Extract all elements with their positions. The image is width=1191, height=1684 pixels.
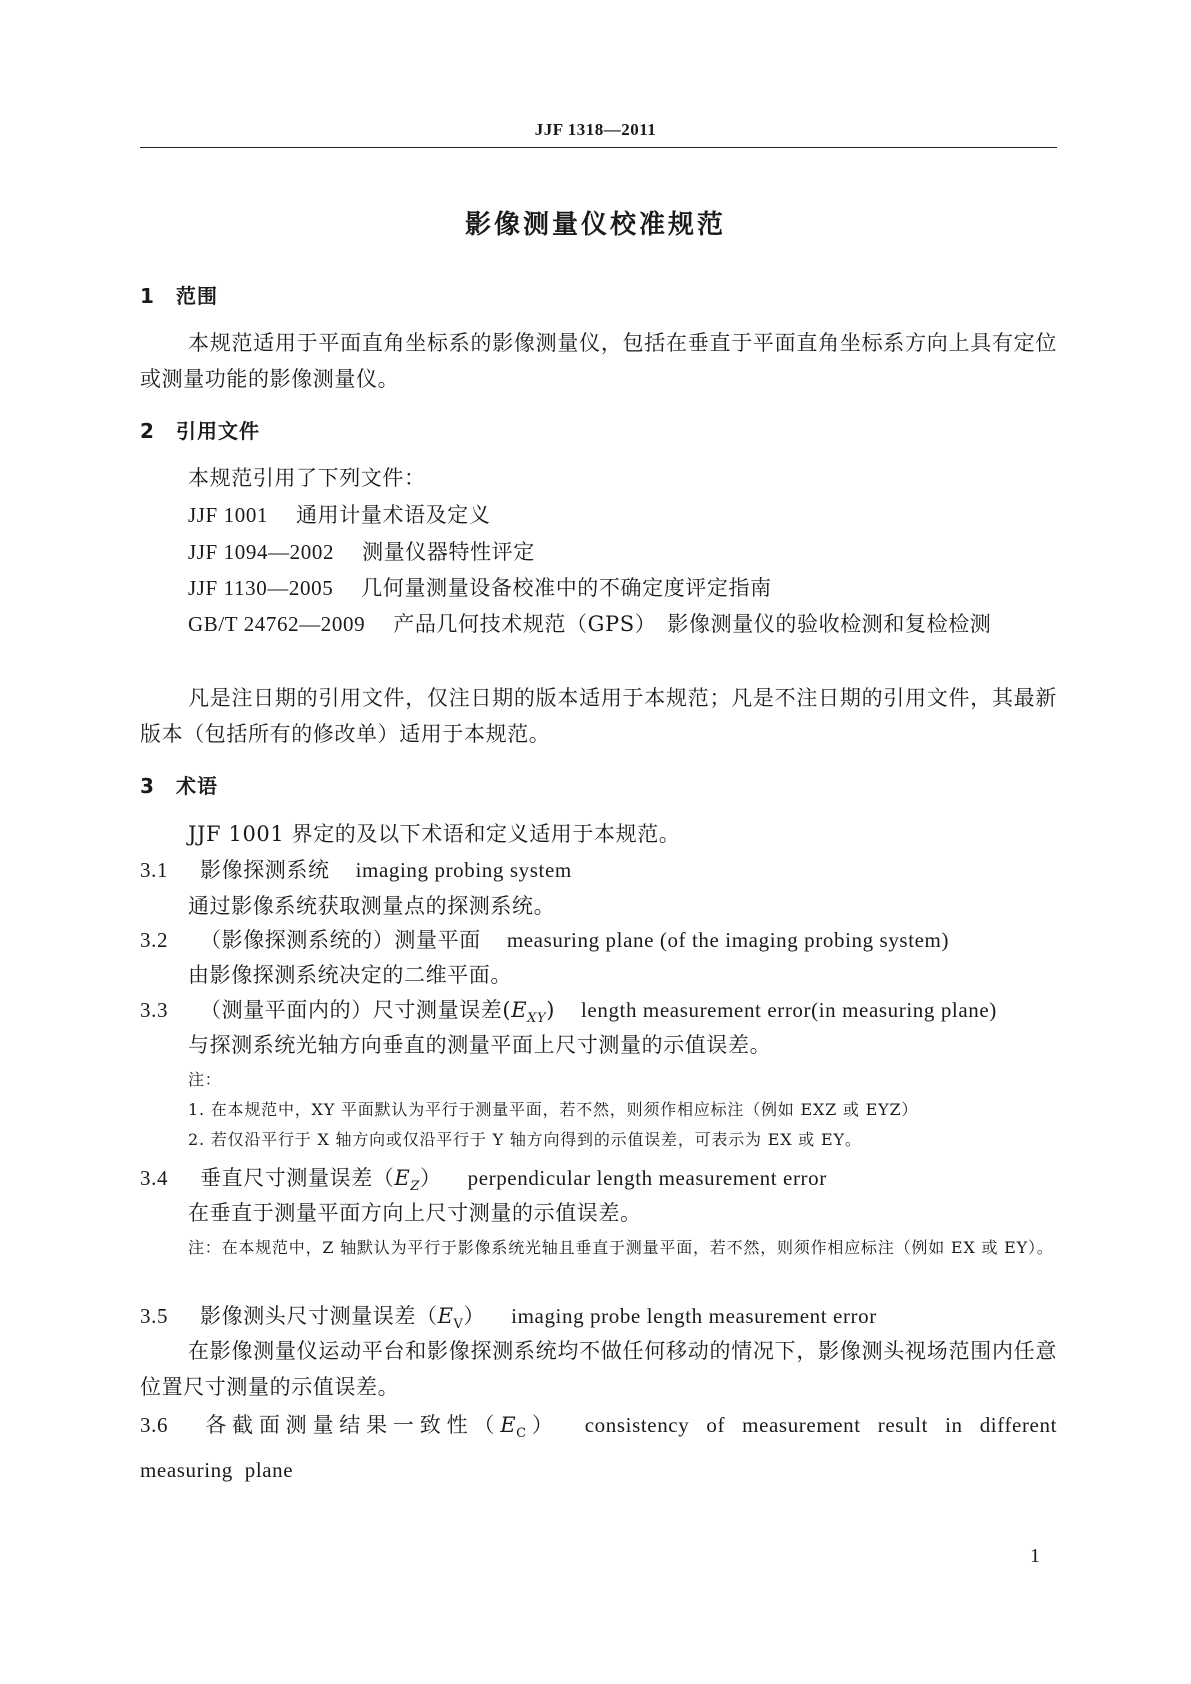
page-number: 1 (1030, 1545, 1040, 1567)
reference-item (140, 606, 1057, 642)
term-chinese-close: ） (526, 1413, 559, 1437)
term-heading (140, 852, 572, 888)
reference-item (188, 497, 490, 533)
term-chinese-close: ) (546, 998, 555, 1022)
reference-title: 测量仪器特性评定 (362, 540, 535, 564)
section-number: 1 (140, 284, 155, 308)
term-number: 3.3 (140, 998, 169, 1022)
term-heading (140, 1407, 1057, 1488)
error-symbol: E (511, 998, 528, 1022)
error-symbol: E (437, 1304, 454, 1328)
section-1-body: 本规范适用于平面直角坐标系的影像测量仪，包括在垂直于平面直角坐标系方向上具有定位或测量功能的影像测量仪。 (140, 331, 1057, 391)
reference-code: JJF 1001 (188, 503, 269, 527)
references-closing: 凡是注日期的引用文件，仅注日期的版本适用于本规范；凡是不注日期的引用文件，其最新版本（包括所有的修改单）适用于本规范。 (140, 686, 1057, 746)
reference-code: JJF 1094—2002 (188, 540, 335, 564)
note-item: 1. 在本规范中，XY 平面默认为平行于测量平面，若不然，则须作相应标注（例如 EXZ 或 EYZ） (188, 1100, 919, 1119)
document-code-header: JJF 1318—2011 (534, 120, 657, 139)
term-definition: 在影像测量仪运动平台和影像探测系统均不做任何移动的情况下，影像测头视场范围内任意位置尺寸测量的示值误差。 (140, 1339, 1057, 1399)
term-definition: 通过影像系统获取测量点的探测系统。 (188, 894, 556, 918)
term-heading (140, 922, 949, 958)
term-chinese: （影像探测系统的）测量平面 (200, 928, 481, 952)
error-symbol: E (500, 1413, 517, 1437)
reference-item (188, 534, 535, 570)
term-english: length measurement error(in measuring plane) (580, 998, 997, 1022)
reference-item (188, 570, 772, 606)
term-chinese: 影像测头尺寸测量误差（ (200, 1304, 438, 1328)
term-english: consistency of measurement result in different measuring plane (140, 1413, 1058, 1483)
term-definition: 与探测系统光轴方向垂直的测量平面上尺寸测量的示值误差。 (188, 1033, 772, 1057)
term-number: 3.1 (140, 858, 169, 882)
term-english: imaging probing system (355, 858, 572, 882)
term-chinese: （测量平面内的）尺寸测量误差( (200, 998, 512, 1022)
term-chinese: 影像探测系统 (200, 858, 330, 882)
term-chinese-close: ） (419, 1166, 442, 1190)
term-chinese: 垂直尺寸测量误差（ (200, 1166, 395, 1190)
reference-code: GB/T 24762—2009 (188, 612, 366, 636)
error-subscript: V (453, 1317, 464, 1333)
term-number: 3.6 (140, 1413, 169, 1437)
references-intro: 本规范引用了下列文件： (188, 466, 426, 490)
header-rule (140, 147, 1057, 148)
note-label: 注： (188, 1070, 222, 1089)
term-english: perpendicular length measurement error (467, 1166, 827, 1190)
section-title: 术语 (176, 774, 218, 798)
term-chinese-close: ） (463, 1304, 486, 1328)
section-title: 引用文件 (176, 419, 260, 443)
term-number: 3.5 (140, 1304, 169, 1328)
section-3-heading (140, 770, 218, 799)
section-number: 3 (140, 774, 155, 798)
reference-title: 几何量测量设备校准中的不确定度评定指南 (361, 576, 772, 600)
reference-title: 通用计量术语及定义 (296, 503, 491, 527)
error-symbol: E (394, 1166, 411, 1190)
error-subscript: C (516, 1426, 527, 1442)
term-chinese: 各截面测量结果一致性（ (200, 1413, 501, 1437)
error-subscript: XY (527, 1011, 547, 1027)
term-number: 3.2 (140, 928, 169, 952)
section-number: 2 (140, 419, 155, 443)
error-subscript: Z (410, 1179, 420, 1195)
term-note: 注：在本规范中，Z 轴默认为平行于影像系统光轴且垂直于测量平面，若不然，则须作相应标注（例如 EX 或 EY）。 (188, 1238, 1054, 1257)
section-1-heading (140, 280, 218, 309)
document-title: 影像测量仪校准规范 (464, 210, 726, 240)
reference-code: JJF 1130—2005 (188, 576, 334, 600)
section-2-heading (140, 415, 260, 444)
terms-intro: JJF 1001 界定的及以下术语和定义适用于本规范。 (188, 822, 681, 846)
note-item: 2. 若仅沿平行于 X 轴方向或仅沿平行于 Y 轴方向得到的示值误差，可表示为 EX 或 EY。 (188, 1130, 862, 1149)
section-title: 范围 (176, 284, 218, 308)
term-english: imaging probe length measurement error (511, 1304, 877, 1328)
term-number: 3.4 (140, 1166, 169, 1190)
term-english: measuring plane (of the imaging probing system) (506, 928, 950, 952)
term-definition: 由影像探测系统决定的二维平面。 (188, 963, 512, 987)
reference-title: 产品几何技术规范（GPS） 影像测量仪的验收检测和复检检测 (393, 612, 992, 636)
term-definition: 在垂直于测量平面方向上尺寸测量的示值误差。 (188, 1201, 642, 1225)
